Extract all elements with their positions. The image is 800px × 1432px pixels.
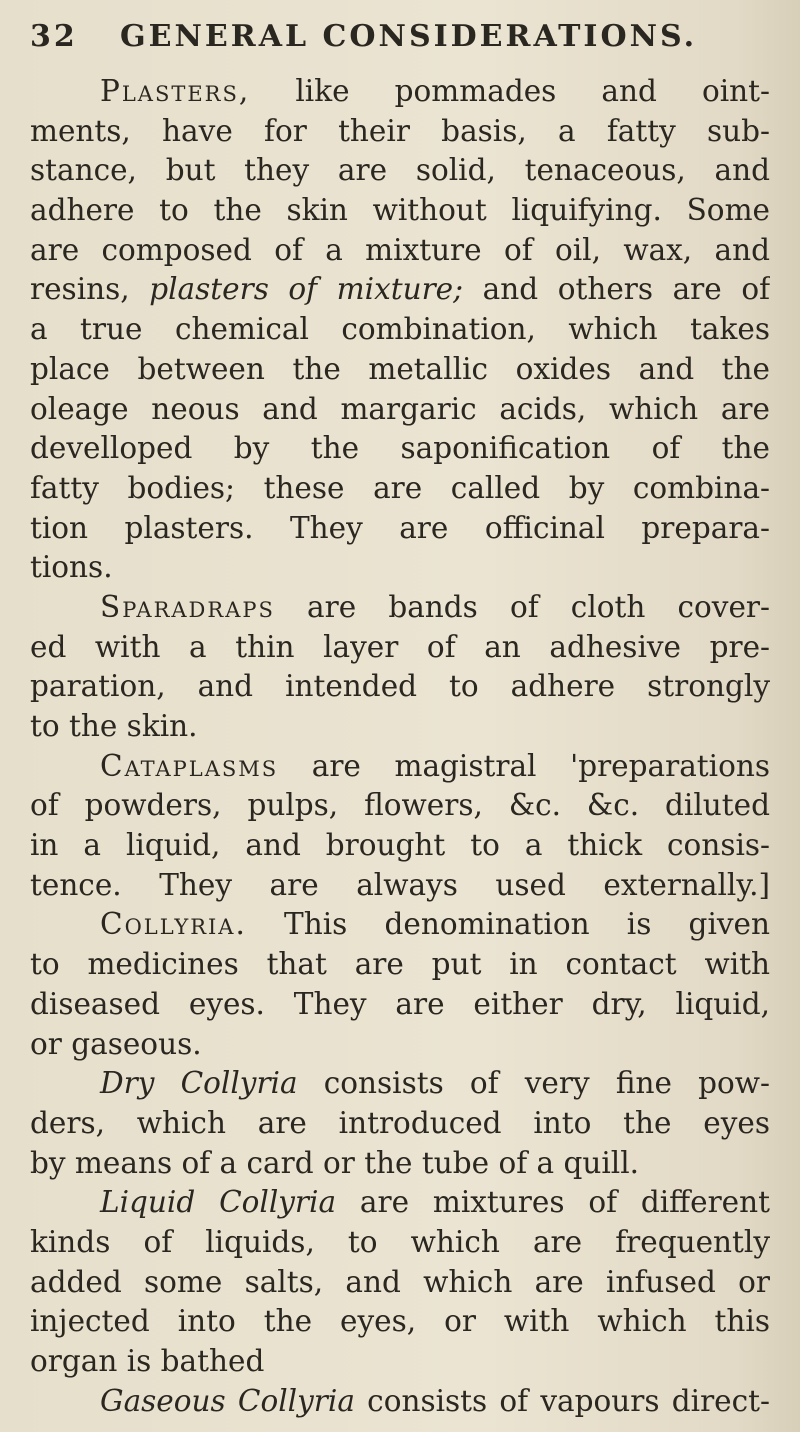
text-segment: Gaseous Collyria [100,1383,355,1418]
text-segment: like pommades and oint- [250,74,770,108]
text-segment: Liquid Collyria [100,1185,337,1220]
body-text [30,72,770,1421]
text-segment: tence. They are always used externally.] [30,867,770,902]
text-line [30,667,770,707]
text-segment: to medicines that are put in contact with [30,947,770,982]
text-segment: ed with a thin layer of an adhesive pre- [30,629,770,664]
text-segment: place between the metallic oxides and the [30,351,770,386]
text-line [30,786,770,826]
text-segment: This denomination is given [246,907,770,942]
text-line [30,1223,770,1263]
text-segment: a true chemical combination, which takes [30,312,770,347]
text-line [30,866,770,906]
text-segment: injected into the eyes, or with which this [30,1304,770,1339]
text-segment: Sparadraps [100,589,275,624]
text-line [30,1183,770,1223]
text-line [30,826,770,866]
text-segment: adhere to the skin without liquifying. Some [30,193,770,228]
text-line [30,1144,770,1184]
text-segment: are mixtures of different [336,1185,770,1220]
text-segment: organ is bathed [30,1344,265,1378]
text-line [30,1064,770,1104]
text-segment: are bands of cloth cover- [274,589,770,624]
text-segment: and others are of [463,272,770,307]
text-line [30,707,770,747]
text-line [30,548,770,588]
text-segment: are composed of a mixture of oil, wax, and [30,232,770,267]
text-line [30,270,770,310]
text-line [30,72,770,112]
text-line [30,905,770,945]
text-segment: Dry Collyria [100,1066,298,1101]
text-line [30,350,770,390]
text-segment: oleage neous and margaric acids, which are [30,391,770,426]
text-line [30,151,770,191]
text-segment: in a liquid, and brought to a thick consis- [30,828,770,863]
running-title: GENERAL CONSIDERATIONS. [120,18,698,54]
text-line [30,1104,770,1144]
text-line [30,985,770,1025]
text-segment: stance, but they are solid, tenaceous, and [30,153,770,188]
text-segment: fatty bodies; these are called by combina- [30,470,770,505]
text-line [30,945,770,985]
text-line [30,310,770,350]
text-segment: of powders, pulps, flowers, &c. &c. diluted [30,788,770,823]
text-line [30,1025,770,1065]
text-segment: consists of very fine pow- [297,1066,770,1101]
text-line [30,588,770,628]
text-segment: are magistral 'preparations [278,748,770,783]
text-segment: resins, [30,272,150,307]
text-segment: plasters of mixture; [149,272,464,307]
text-segment: develloped by the saponification of the [30,431,770,466]
text-segment: kinds of liquids, to which are frequently [30,1224,770,1259]
text-line [30,1302,770,1342]
text-line [30,390,770,430]
text-segment: added some salts, and which are infused or [30,1264,770,1299]
text-segment: to the skin. [30,709,198,743]
text-segment: Plasters, [100,74,251,108]
text-line [30,1263,770,1303]
text-line [30,469,770,509]
text-line [30,628,770,668]
text-segment: consists of vapours direct- [354,1383,770,1418]
text-line [30,509,770,549]
text-line [30,231,770,271]
page-header [30,8,760,64]
text-segment: diseased eyes. They are either dry, liquid, [30,986,770,1021]
text-segment: or gaseous. [30,1026,202,1061]
text-segment: tions. [30,550,113,585]
text-segment: by means of a card or the tube of a quill. [30,1145,640,1180]
text-segment: Collyria. [100,907,247,942]
text-line [30,1382,770,1422]
text-segment: paration, and intended to adhere strongly [30,669,770,704]
text-line [30,747,770,787]
text-segment: ments, have for their basis, a fatty sub- [30,113,770,148]
text-line [30,1342,770,1382]
text-line [30,112,770,152]
page-number: 32 [30,18,78,54]
text-segment: Cataplasms [100,748,279,783]
text-segment: ders, which are introduced into the eyes [30,1105,770,1140]
text-line [30,429,770,469]
text-line [30,191,770,231]
text-segment: tion plasters. They are officinal prepara- [30,510,770,545]
